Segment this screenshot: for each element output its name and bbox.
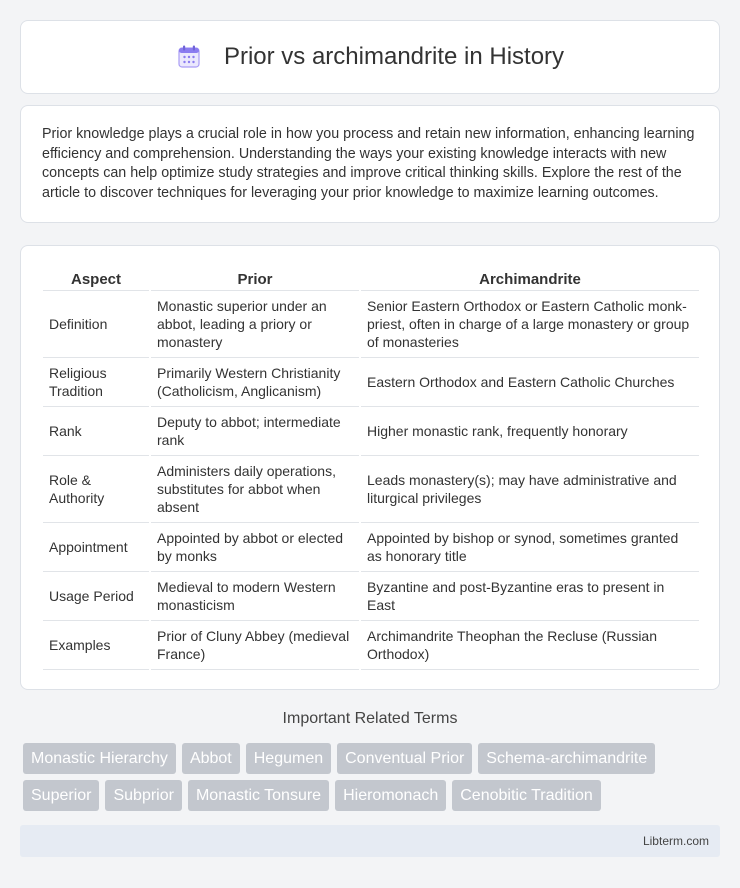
tag-subprior[interactable]: Subprior: [105, 780, 181, 811]
tag-row: [23, 743, 723, 774]
tag-schema-archimandrite[interactable]: Schema-archimandrite: [478, 743, 655, 774]
table-row: [43, 406, 699, 455]
aspect-cell: Rank: [43, 406, 150, 455]
tag-hieromonach[interactable]: Hieromonach: [335, 780, 446, 811]
archimandrite-cell: Senior Eastern Orthodox or Eastern Catholic monk-priest, often in charge of a large monastery or group of monasteries: [360, 290, 699, 357]
archimandrite-cell: Leads monastery(s); may have administrative and liturgical privileges: [360, 455, 699, 522]
related-terms-title: Important Related Terms: [282, 710, 458, 727]
tag-superior[interactable]: Superior: [23, 780, 99, 811]
archimandrite-cell: Archimandrite Theophan the Recluse (Russian Orthodox): [360, 620, 699, 669]
table-row: [43, 620, 699, 669]
prior-cell: Medieval to modern Western monasticism: [150, 571, 360, 620]
archimandrite-cell: Eastern Orthodox and Eastern Catholic Churches: [360, 357, 699, 406]
header-card: [20, 20, 720, 94]
prior-cell: Administers daily operations, substitutes for abbot when absent: [150, 455, 360, 522]
prior-cell: Primarily Western Christianity (Catholicism, Anglicanism): [150, 357, 360, 406]
table-header-row: [43, 266, 699, 290]
intro-card: [20, 105, 720, 223]
prior-cell: Appointed by abbot or elected by monks: [150, 522, 360, 571]
footer-bar: [20, 825, 720, 857]
page-title: Prior vs archimandrite in History: [223, 43, 565, 70]
calendar-icon: [176, 44, 202, 70]
comparison-table-card: [20, 245, 720, 690]
archimandrite-cell: Byzantine and post-Byzantine eras to present in East: [360, 571, 699, 620]
tag-hegumen[interactable]: Hegumen: [246, 743, 331, 774]
tag-cenobitic-tradition[interactable]: Cenobitic Tradition: [452, 780, 601, 811]
tag-monastic-hierarchy[interactable]: Monastic Hierarchy: [23, 743, 176, 774]
prior-cell: Deputy to abbot; intermediate rank: [150, 406, 360, 455]
header-inner: [176, 43, 564, 71]
prior-cell: Monastic superior under an abbot, leading a priory or monastery: [150, 290, 360, 357]
related-terms-tags: [23, 743, 723, 817]
table-row: [43, 522, 699, 571]
tag-monastic-tonsure[interactable]: Monastic Tonsure: [188, 780, 329, 811]
footer-site-link[interactable]: Libterm.com: [642, 834, 709, 848]
archimandrite-cell: Appointed by bishop or synod, sometimes granted as honorary title: [360, 522, 699, 571]
prior-cell: Prior of Cluny Abbey (medieval France): [150, 620, 360, 669]
tag-conventual-prior[interactable]: Conventual Prior: [337, 743, 472, 774]
intro-text: Prior knowledge plays a crucial role in how you process and retain new information, enhancing learning efficiency and comprehension. Understanding the ways your existing knowledge interacts with new concepts can help optimize study strategies and improve critical thinking skills. Explore the rest of the article to discover techniques for leveraging your prior knowledge to maximize learning outcomes.: [42, 126, 695, 201]
table-row: [43, 290, 699, 357]
aspect-cell: Usage Period: [43, 571, 150, 620]
table-row: [43, 571, 699, 620]
tag-row: [23, 780, 723, 811]
column-header-archimandrite: Archimandrite: [360, 266, 699, 290]
aspect-cell: Religious Tradition: [43, 357, 150, 406]
column-header-prior: Prior: [150, 266, 360, 290]
aspect-cell: Definition: [43, 290, 150, 357]
tag-abbot[interactable]: Abbot: [182, 743, 240, 774]
table-row: [43, 455, 699, 522]
column-header-aspect: Aspect: [43, 266, 150, 290]
aspect-cell: Appointment: [43, 522, 150, 571]
aspect-cell: Examples: [43, 620, 150, 669]
comparison-table: [43, 266, 699, 670]
archimandrite-cell: Higher monastic rank, frequently honorary: [360, 406, 699, 455]
table-row: [43, 357, 699, 406]
aspect-cell: Role & Authority: [43, 455, 150, 522]
